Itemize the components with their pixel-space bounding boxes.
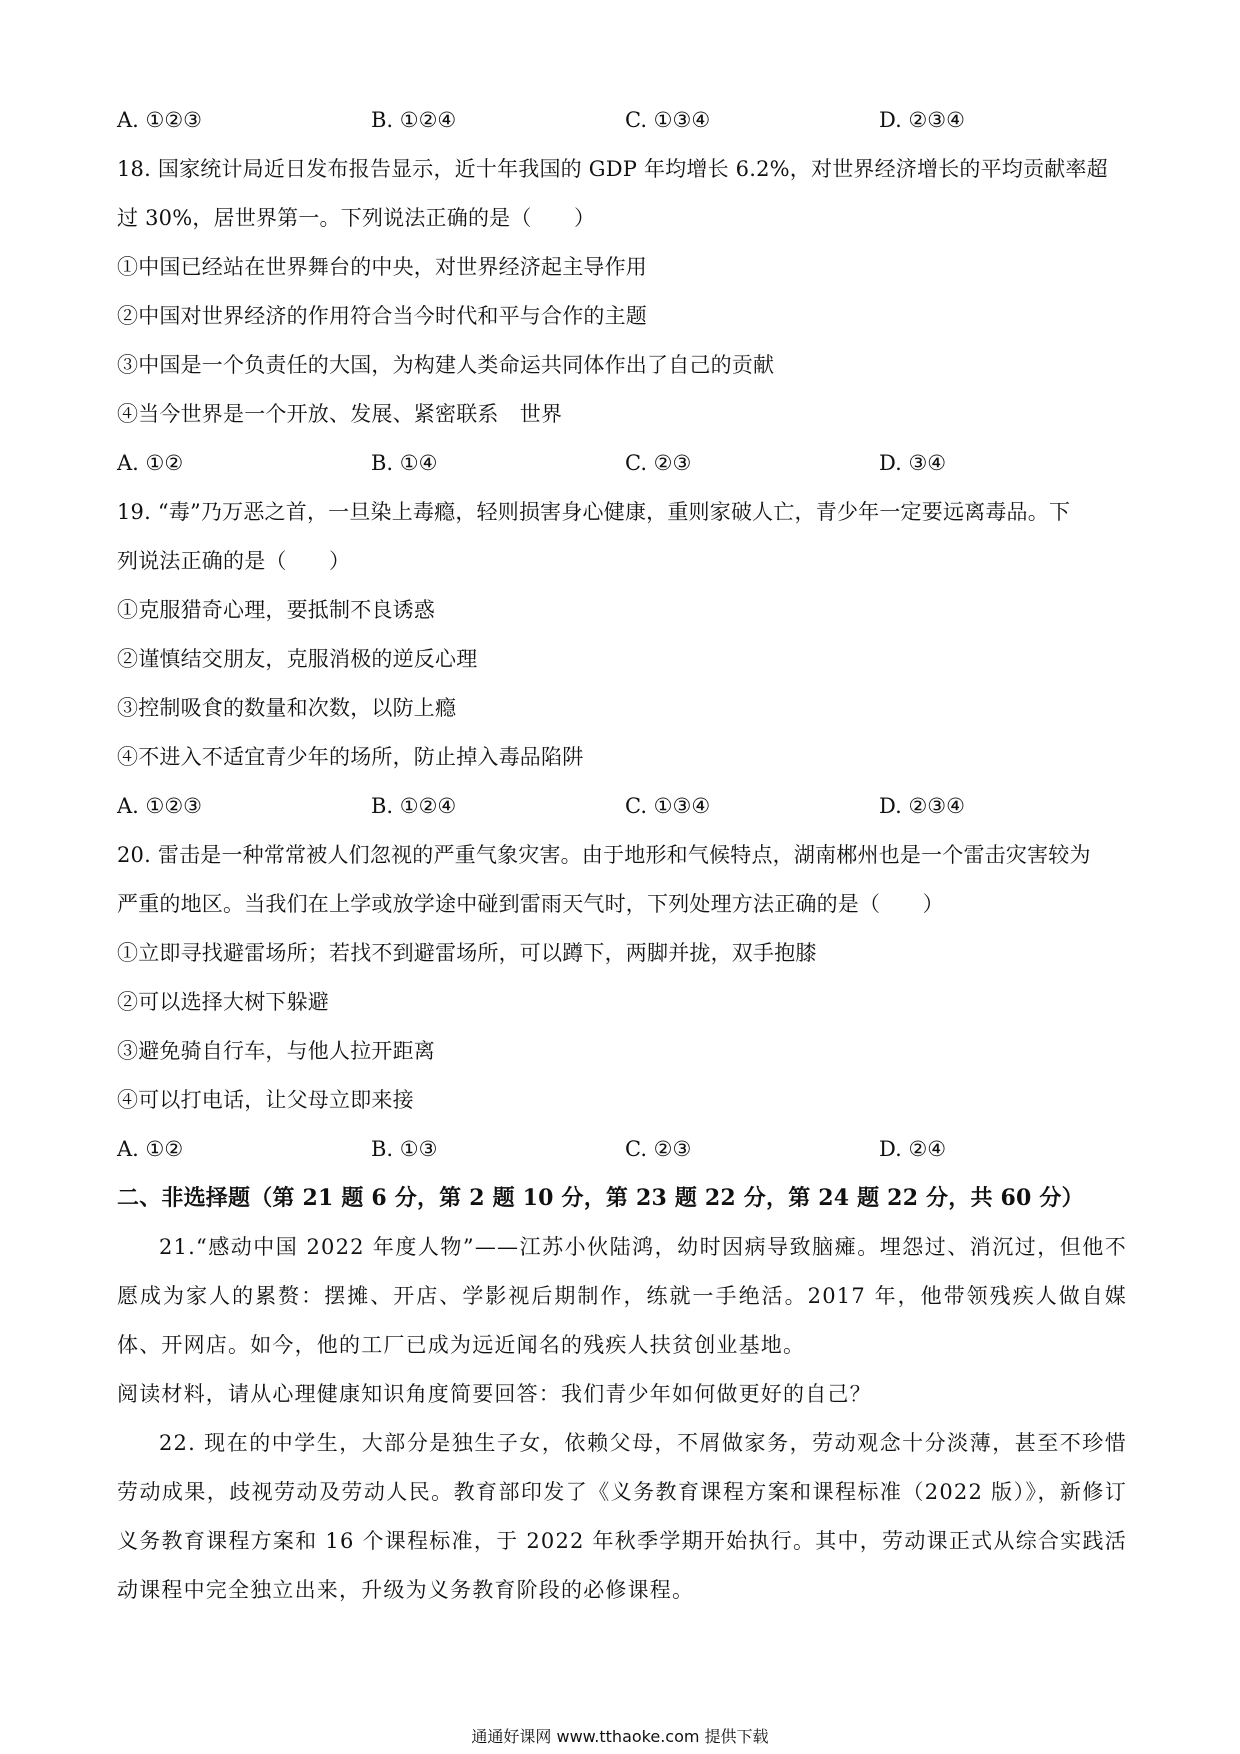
answer-option: A. ①②: [117, 1137, 184, 1161]
question-line: 20. 雷击是一种常常被人们忽视的严重气象灾害。由于地形和气候特点，湖南郴州也是一个雷击灾害较为: [117, 843, 1091, 867]
question-line: ②可以选择大树下躲避: [117, 990, 329, 1014]
question-line: 严重的地区。当我们在上学或放学途中碰到雷雨天气时，下列处理方法正确的是（ ）: [117, 892, 944, 916]
answer-option: A. ①②: [117, 451, 184, 475]
answer-option: D. ②③④: [879, 794, 965, 818]
question-21: [117, 1223, 1127, 1419]
question-21-material: 21.“感动中国 2022 年度人物”——江苏小伙陆鸿，幼时因病导致脑瘫。埋怨过、消沉过，但他不愿成为家人的累赘：摆摊、开店、学影视后期制作，练就一手绝活。2017 年，他带领残疾人做自媒体、开网店。如今，他的工厂已成为远近闻名的残疾人扶贫创业基地。: [117, 1235, 1127, 1357]
answer-option: C. ①③④: [625, 108, 711, 132]
question-line: ④当今世界是一个开放、发展、紧密联系 世界: [117, 402, 563, 426]
answer-option: A. ①②③: [117, 108, 202, 132]
question-line: 18. 国家统计局近日发布报告显示，近十年我国的 GDP 年均增长 6.2%，对世界经济增长的平均贡献率超: [117, 157, 1108, 181]
answer-option: A. ①②③: [117, 794, 202, 818]
answer-option: D. ③④: [879, 451, 947, 475]
answer-option: D. ②③④: [879, 108, 965, 132]
question-line: ③避免骑自行车，与他人拉开距离: [117, 1039, 435, 1063]
question-line: 19. “毒”乃万恶之首，一旦染上毒瘾，轻则损害身心健康，重则家破人亡，青少年一定要远离毒品。下: [117, 500, 1071, 524]
answer-options-row: [117, 439, 1127, 488]
answer-options-row: [117, 1125, 1127, 1174]
question-blocks: [117, 96, 1127, 1174]
question-line: 列说法正确的是（ ）: [117, 549, 351, 573]
question-line: ③控制吸食的数量和次数，以防上瘾: [117, 696, 457, 720]
answer-option: B. ①③: [371, 1137, 438, 1161]
question-22: [117, 1419, 1127, 1615]
answer-options-row: [117, 96, 1127, 145]
section-heading: 二、非选择题（第 21 题 6 分，第 2 题 10 分，第 23 题 22 分，第 24 题 22 分，共 60 分）: [117, 1185, 1084, 1211]
question-22-material: 22. 现在的中学生，大部分是独生子女，依赖父母，不屑做家务，劳动观念十分淡薄，甚至不珍惜劳动成果，歧视劳动及劳动人民。教育部印发了《义务教育课程方案和课程标准（2022 版）》，新修订义务教育课程方案和 16 个课程标准，于 2022 年秋季学期开始执行。其中，劳动课正式从综合实践活动课程中完全独立出来，升级为义务教育阶段的必修课程。: [117, 1431, 1127, 1602]
answer-option: B. ①②④: [371, 108, 457, 132]
answer-option: D. ②④: [879, 1137, 947, 1161]
page-content: [117, 96, 1127, 1615]
question-line: ①克服猎奇心理，要抵制不良诱惑: [117, 598, 435, 622]
page-footer: 通通好课网 www.tthaoke.com 提供下载: [471, 1727, 769, 1746]
question-line: 过 30%，居世界第一。下列说法正确的是（ ）: [117, 206, 596, 230]
answer-option: B. ①④: [371, 451, 438, 475]
question-line: ①中国已经站在世界舞台的中央，对世界经济起主导作用: [117, 255, 647, 279]
question-line: ②中国对世界经济的作用符合当今时代和平与合作的主题: [117, 304, 647, 328]
answer-options-row: [117, 782, 1127, 831]
answer-option: C. ①③④: [625, 794, 711, 818]
question-line: ②谨慎结交朋友，克服消极的逆反心理: [117, 647, 478, 671]
question-line: ④不进入不适宜青少年的场所，防止掉入毒品陷阱: [117, 745, 584, 769]
question-21-prompt: 阅读材料，请从心理健康知识角度简要回答：我们青少年如何做更好的自己？: [117, 1382, 872, 1406]
answer-option: C. ②③: [625, 451, 692, 475]
answer-option: B. ①②④: [371, 794, 457, 818]
question-line: ③中国是一个负责任的大国，为构建人类命运共同体作出了自己的贡献: [117, 353, 775, 377]
question-line: ④可以打电话，让父母立即来接: [117, 1088, 414, 1112]
question-line: ①立即寻找避雷场所；若找不到避雷场所，可以蹲下，两脚并拢，双手抱膝: [117, 941, 817, 965]
answer-option: C. ②③: [625, 1137, 692, 1161]
